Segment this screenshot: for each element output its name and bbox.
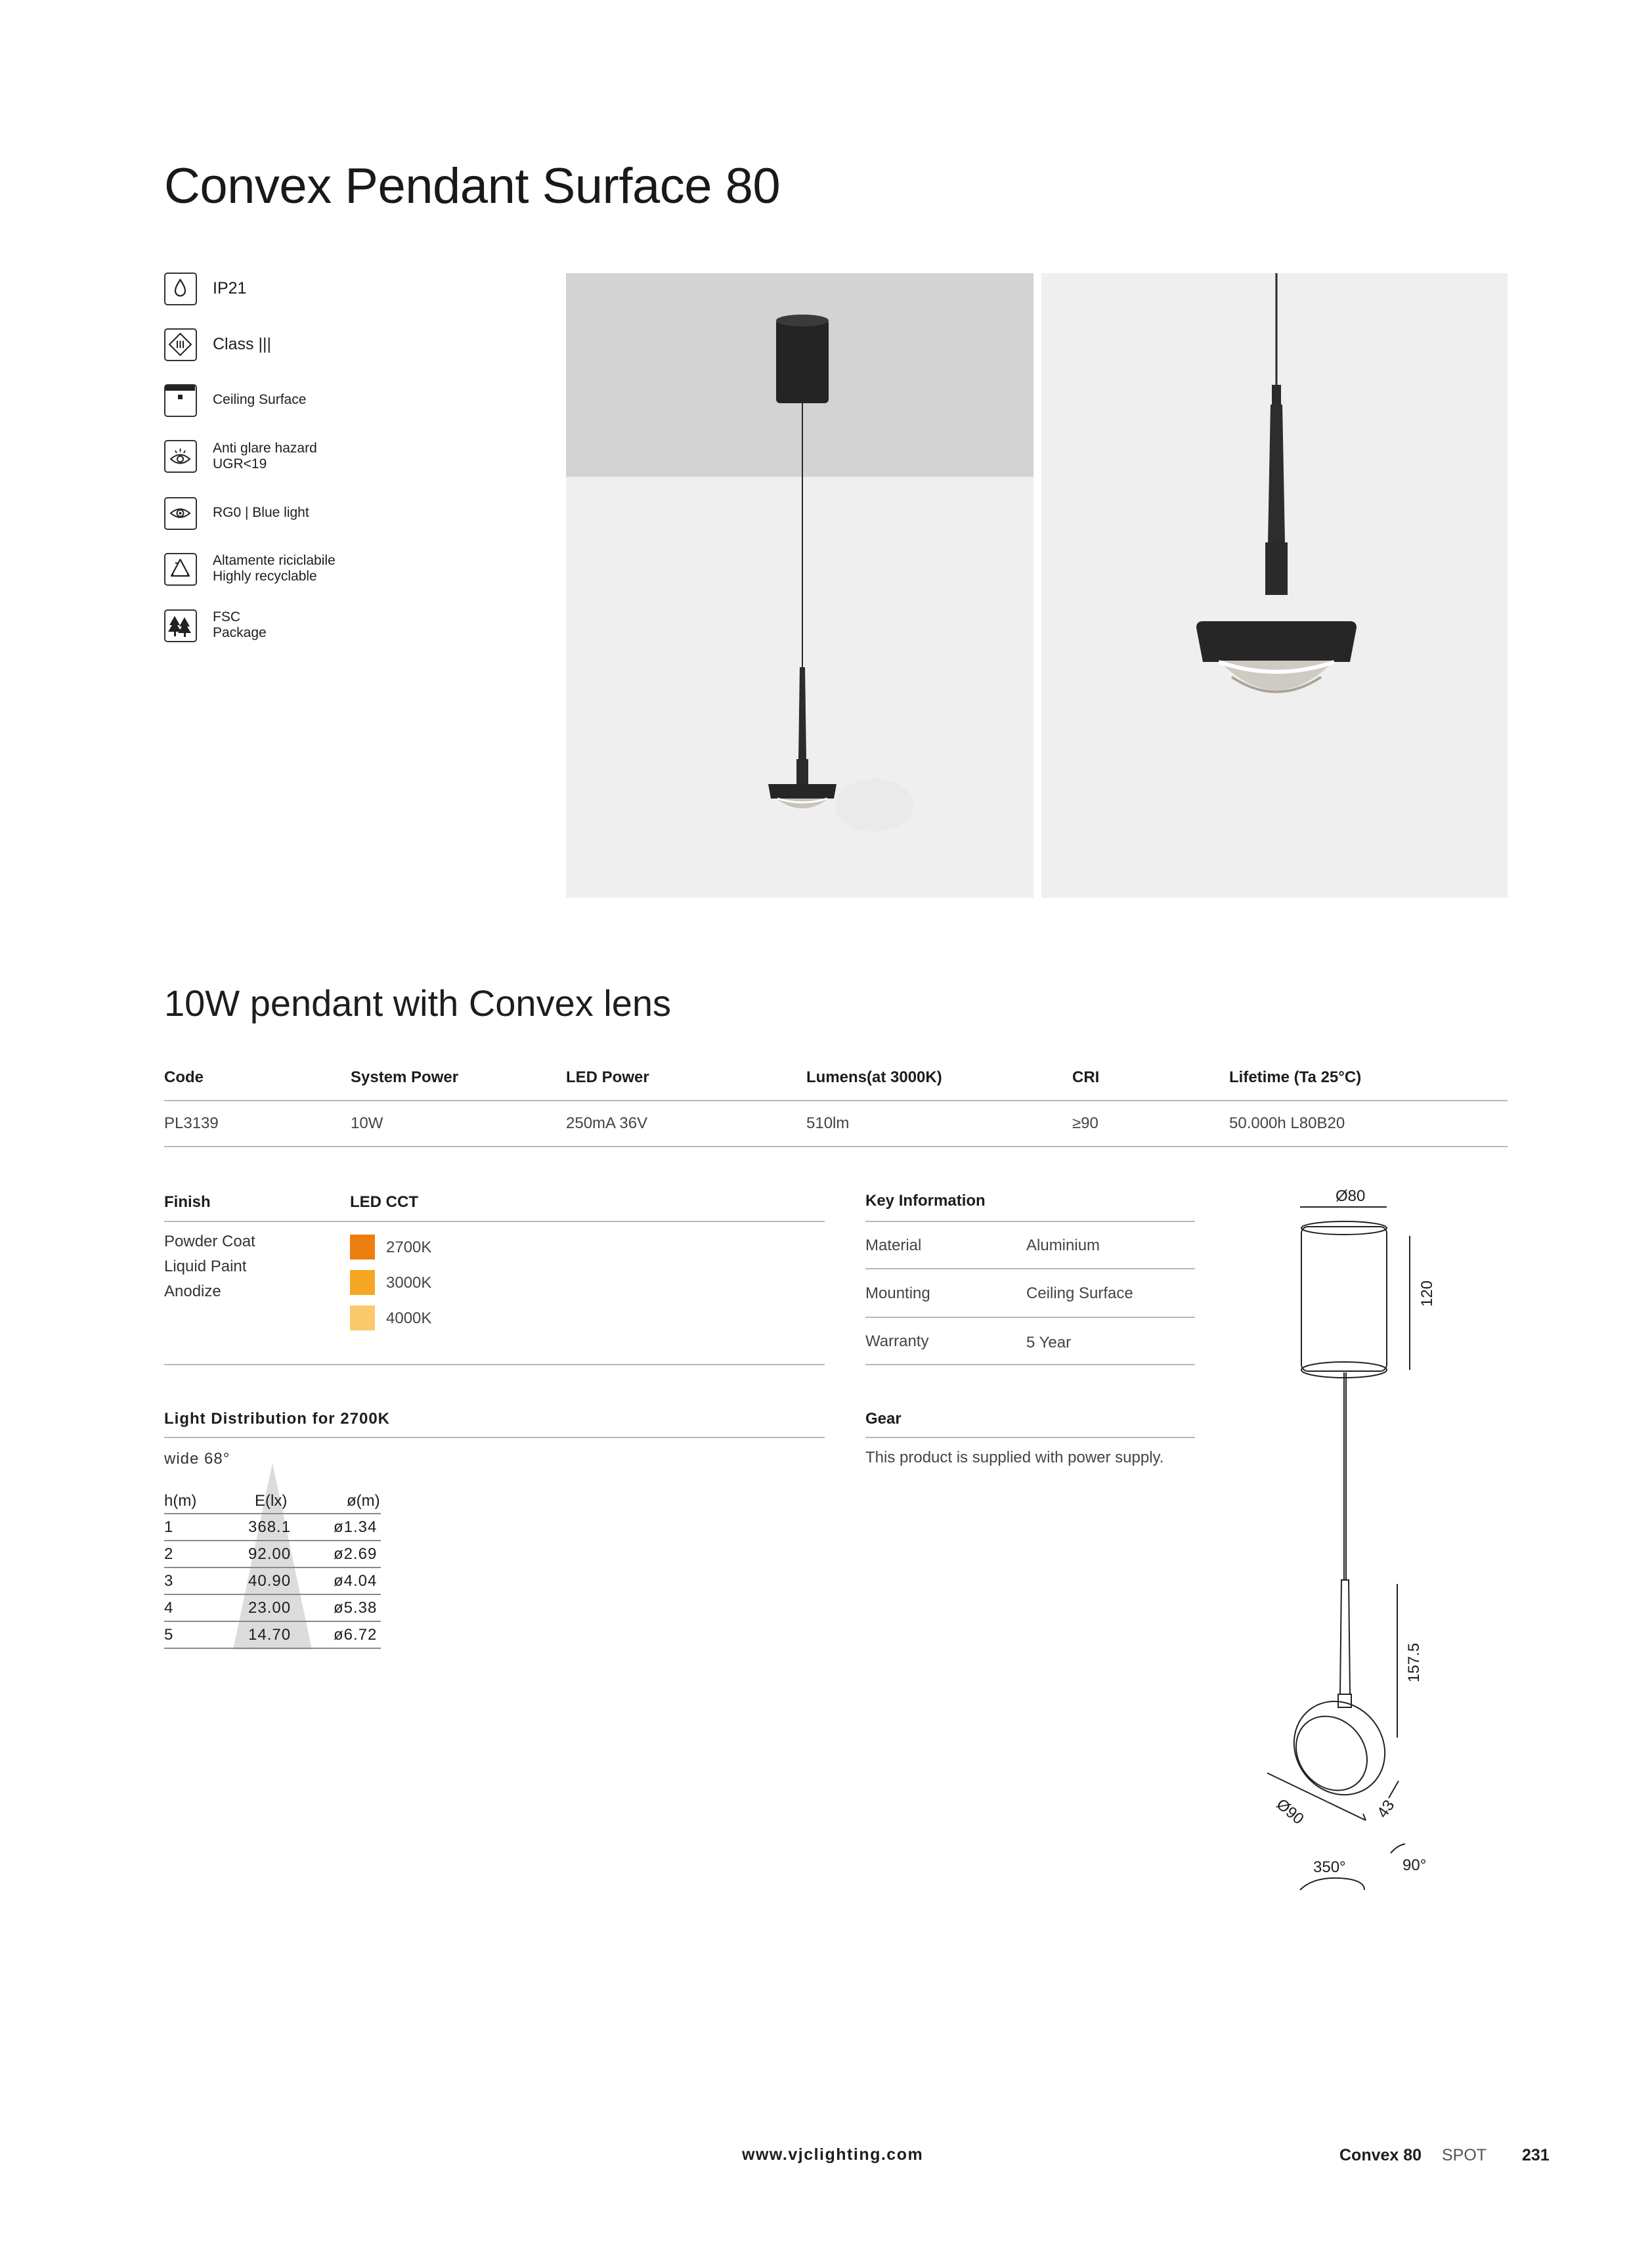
light-distribution-table <box>164 1458 381 1655</box>
gear-text: This product is supplied with power supply. <box>865 1449 1164 1466</box>
divider <box>164 1621 381 1622</box>
led-cct-header: LED CCT <box>350 1193 418 1211</box>
dim-head-diameter: Ø90 <box>1272 1795 1307 1828</box>
footer-page-number: 231 <box>1522 2146 1550 2164</box>
drawing-lines <box>1248 1182 1497 1891</box>
product-photo-closeup <box>1041 273 1508 898</box>
divider <box>164 1364 825 1365</box>
key-info-value: Ceiling Surface <box>1026 1284 1133 1302</box>
spec-value-system-power: 10W <box>351 1114 383 1132</box>
ld-d: ø1.34 <box>334 1518 378 1536</box>
footer-website[interactable]: www.vjclighting.com <box>742 2145 924 2164</box>
cct-swatch-4000k <box>350 1305 375 1330</box>
feature-anti-glare <box>164 440 532 477</box>
spec-value-led-power: 250mA 36V <box>566 1114 648 1132</box>
lamp-stem <box>798 667 806 759</box>
key-info-value: Aluminium <box>1026 1237 1100 1254</box>
dim-bottom-height: 157.5 <box>1405 1642 1423 1682</box>
cct-swatch-3000k <box>350 1270 375 1295</box>
spec-header-led-power: LED Power <box>566 1068 649 1086</box>
spec-value-lifetime: 50.000h L80B20 <box>1229 1114 1345 1132</box>
ld-d: ø4.04 <box>334 1572 378 1590</box>
ld-d: ø2.69 <box>334 1545 378 1563</box>
ld-h: 5 <box>164 1626 173 1644</box>
divider <box>164 1146 1508 1147</box>
ld-e: 14.70 <box>248 1626 292 1644</box>
class-three-icon <box>164 328 197 361</box>
divider <box>164 1540 381 1541</box>
light-distribution-header: Light Distribution for 2700K <box>164 1410 391 1428</box>
ld-e: 23.00 <box>248 1599 292 1617</box>
feature-label: IP21 <box>213 279 247 297</box>
ceiling-surface-icon <box>164 384 197 417</box>
section-subtitle: 10W pendant with Convex lens <box>164 982 671 1024</box>
water-drop-icon <box>164 273 197 305</box>
divider <box>164 1513 381 1514</box>
spec-header-lifetime: Lifetime (Ta 25°C) <box>1229 1068 1362 1086</box>
lamp-stem <box>1268 405 1285 542</box>
divider <box>865 1364 1195 1365</box>
divider <box>164 1221 825 1222</box>
divider <box>164 1648 381 1649</box>
trees-icon <box>164 609 197 642</box>
key-info-value: 5 Year <box>1026 1334 1072 1351</box>
finish-item: Liquid Paint <box>164 1258 247 1275</box>
divider <box>865 1221 1195 1222</box>
feature-line1: Anti glare hazard <box>213 441 317 456</box>
eye-icon <box>164 497 197 530</box>
footer-product: Convex 80 <box>1339 2146 1422 2164</box>
divider <box>164 1567 381 1568</box>
ld-e: 368.1 <box>248 1518 292 1536</box>
spec-table <box>164 1068 1508 1147</box>
lamp-head <box>768 784 837 799</box>
divider <box>164 1100 1508 1101</box>
feature-label: RG0 | Blue light <box>213 505 309 520</box>
ld-h: 2 <box>164 1545 173 1563</box>
feature-class <box>164 328 532 365</box>
ceiling-canopy <box>776 319 829 403</box>
product-photo-full <box>566 273 1033 898</box>
ld-e: 92.00 <box>248 1545 292 1563</box>
divider <box>164 1594 381 1595</box>
spec-header-code: Code <box>164 1068 204 1086</box>
feature-line2: Package <box>213 625 267 640</box>
ld-col-d: ø(m) <box>347 1492 380 1510</box>
finish-item: Anodize <box>164 1282 221 1300</box>
footer-category: SPOT <box>1442 2146 1487 2164</box>
key-info-header: Key Information <box>865 1192 986 1210</box>
spec-header-lumens: Lumens(at 3000K) <box>806 1068 942 1086</box>
ld-d: ø5.38 <box>334 1599 378 1617</box>
gear-header: Gear <box>865 1410 902 1428</box>
feature-label: Class ||| <box>213 335 271 353</box>
key-info-label: Mounting <box>865 1284 930 1302</box>
eye-glare-icon <box>164 440 197 473</box>
beam-angle: wide 68° <box>164 1450 230 1468</box>
key-info-label: Warranty <box>865 1332 929 1350</box>
cct-label: 3000K <box>386 1274 432 1292</box>
feature-recyclable <box>164 553 532 590</box>
finish-item: Powder Coat <box>164 1233 255 1250</box>
recycle-icon <box>164 553 197 586</box>
feature-line2: UGR<19 <box>213 456 267 471</box>
spec-value-cri: ≥90 <box>1072 1114 1098 1132</box>
divider <box>865 1437 1195 1438</box>
ld-d: ø6.72 <box>334 1626 378 1644</box>
technical-drawing <box>1248 1182 1497 1891</box>
dim-rotation: 350° <box>1313 1858 1346 1876</box>
feature-line1: Altamente riciclabile <box>213 553 336 568</box>
feature-fsc <box>164 609 532 646</box>
feature-line1: FSC <box>213 609 240 625</box>
lamp-head <box>1196 621 1357 662</box>
divider <box>865 1317 1195 1318</box>
dim-top-height: 120 <box>1418 1280 1436 1307</box>
ld-h: 1 <box>164 1518 173 1536</box>
spec-value-lumens: 510lm <box>806 1114 850 1132</box>
page-title: Convex Pendant Surface 80 <box>164 158 781 214</box>
cct-label: 4000K <box>386 1309 432 1327</box>
ld-e: 40.90 <box>248 1572 292 1590</box>
dim-head-depth: 43 <box>1374 1797 1399 1822</box>
feature-line2: Highly recyclable <box>213 569 317 584</box>
cct-swatch-2700k <box>350 1235 375 1260</box>
divider <box>164 1437 825 1438</box>
pendant-illustration <box>566 273 1033 898</box>
cct-label: 2700K <box>386 1238 432 1256</box>
key-info-label: Material <box>865 1237 922 1254</box>
feature-rg0 <box>164 497 532 534</box>
spec-header-system-power: System Power <box>351 1068 459 1086</box>
lamp-closeup-illustration <box>1041 273 1508 898</box>
finish-header: Finish <box>164 1193 211 1211</box>
feature-ip21 <box>164 273 532 309</box>
dim-tilt: 90° <box>1402 1856 1427 1874</box>
feature-label: Ceiling Surface <box>213 392 307 407</box>
ld-h: 3 <box>164 1572 173 1590</box>
divider <box>865 1268 1195 1269</box>
ld-col-e: E(lx) <box>255 1492 288 1510</box>
dim-top-diameter: Ø80 <box>1336 1187 1366 1205</box>
spec-value-code: PL3139 <box>164 1114 219 1132</box>
ld-h: 4 <box>164 1599 173 1617</box>
ld-col-h: h(m) <box>164 1492 197 1510</box>
spec-header-cri: CRI <box>1072 1068 1100 1086</box>
feature-ceiling-surface <box>164 384 532 421</box>
